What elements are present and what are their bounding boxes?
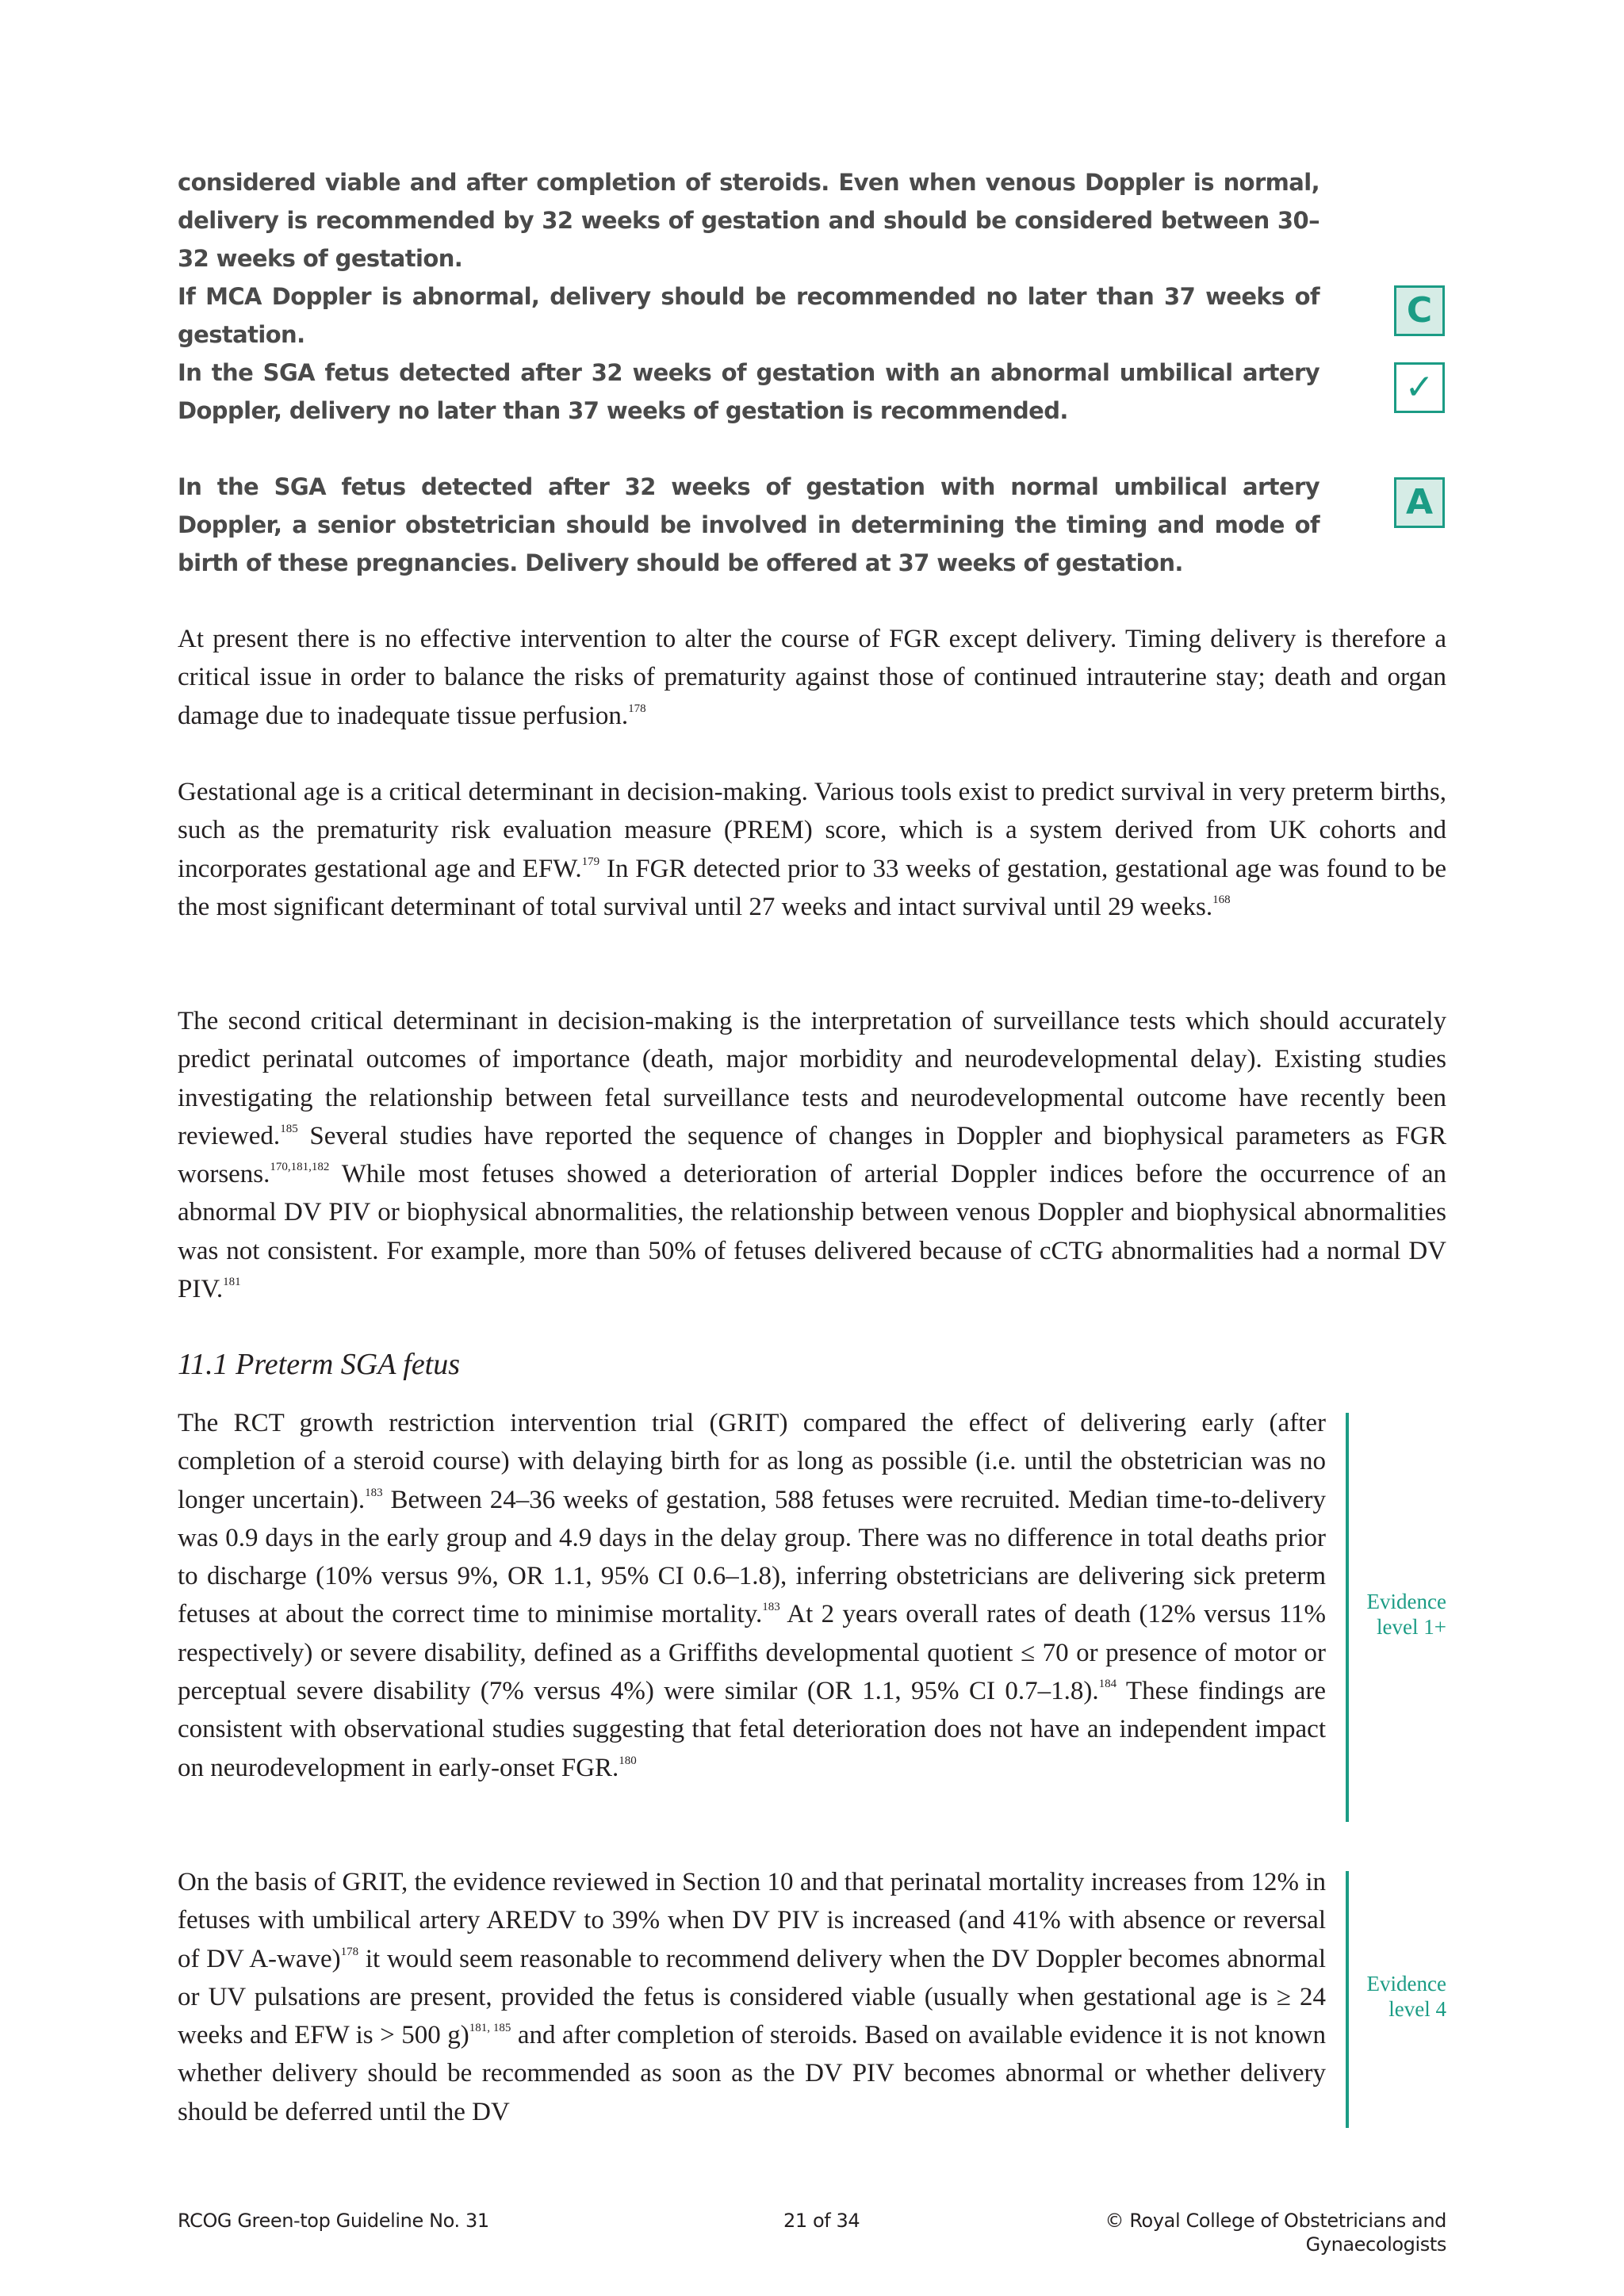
footer-copyright: © Royal College of Obstetricians and Gynaecologists bbox=[1105, 2210, 1446, 2256]
grade-c-badge: C bbox=[1394, 285, 1445, 336]
paragraph-text: Between 24–36 weeks of gestation, 588 fetuses were recruited. Median time-to-delivery was 0.9 days in the early group and 4.9 days in the delay group. There was no difference in total deaths prior to discharge (10% versus 9%, OR 1.1, 95% CI 0.6–1.8), inferring obstetricians are delivering sick preterm fetuses at about the correct time to minimise mortality. bbox=[178, 1485, 1326, 1629]
paragraph-text: While most fetuses showed a deterioration of arterial Doppler indices before the occurrence of an abnormal DV PIV or biophysical abnormalities, the relationship between venous Doppler and biophysical abnormalities was not consistent. For example, more than 50% of fetuses delivered because of cCTG abnormalities had a normal DV PIV. bbox=[178, 1160, 1446, 1304]
evidence-label-line: Evidence bbox=[1366, 1972, 1446, 1996]
grade-a-badge: A bbox=[1394, 477, 1445, 528]
citation: 168 bbox=[1212, 893, 1231, 906]
paragraph-text: On the basis of GRIT, the evidence reviewed in Section 10 and that perinatal mortality increases from 12% in fetuses with umbilical artery AREDV to 39% when DV PIV is increased (and 41% with absence or reversal of DV A-wave) bbox=[178, 1868, 1326, 1973]
body-paragraph bbox=[178, 773, 1446, 926]
paragraph-text: Several studies have reported the sequence of changes in Doppler and biophysical parameters as FGR worsens. bbox=[178, 1121, 1446, 1189]
citation: 184 bbox=[1098, 1678, 1117, 1691]
evidence-label-line: Evidence bbox=[1366, 1590, 1446, 1613]
citation: 183 bbox=[762, 1601, 780, 1614]
body-paragraph bbox=[178, 620, 1446, 735]
checkmark-icon: ✓ bbox=[1394, 362, 1445, 413]
recommendation-text: If MCA Doppler is abnormal, delivery should be recommended no later than 37 weeks of gestation. bbox=[178, 283, 1320, 348]
recommendation-text: considered viable and after completion of steroids. Even when venous Doppler is normal, delivery is recommended by 32 weeks of gestation and should be considered between 30–32 weeks of gestation. bbox=[178, 169, 1320, 272]
body-paragraph bbox=[178, 1404, 1326, 1787]
paragraph-text: The second critical determinant in decision-making is the interpretation of surveillance tests which should accurately predict perinatal outcomes of importance (death, major morbidity and neurodevelopmental delay). Existing studies investigating the relationship between fetal surveillance tests and neurodevelopmental outcome have recently been reviewed. bbox=[178, 1007, 1446, 1150]
citation: 178 bbox=[628, 702, 646, 715]
citation: 179 bbox=[581, 855, 600, 868]
evidence-label-line: level 1+ bbox=[1377, 1615, 1446, 1639]
paragraph-text: and after completion of steroids. Based on available evidence it is not known whether delivery should be recommended as soon as the DV PIV becomes abnormal or whether delivery should be deferred until the DV bbox=[178, 2021, 1326, 2126]
paragraph-text: Gestational age is a critical determinant in decision-making. Various tools exist to predict survival in very preterm births, such as the prematurity risk evaluation measure (PREM) score, which is a system derived from UK cohorts and incorporates gestational age and EFW. bbox=[178, 778, 1446, 883]
citation: 178 bbox=[340, 1945, 359, 1958]
section-heading: 11.1 Preterm SGA fetus bbox=[178, 1348, 461, 1381]
citation: 181 bbox=[223, 1276, 241, 1289]
recommendation-text: In the SGA fetus detected after 32 weeks of gestation with an abnormal umbilical artery Doppler, delivery no later than 37 weeks of gestation is recommended. bbox=[178, 359, 1320, 424]
footer-page-number: 21 of 34 bbox=[783, 2210, 860, 2232]
paragraph-text: At present there is no effective intervention to alter the course of FGR except delivery. Timing delivery is therefore a critical issue in order to balance the risks of prematurity against those of continued intrauterine stay; death and organ damage due to inadequate tissue perfusion. bbox=[178, 625, 1446, 730]
paragraph-text: At 2 years overall rates of death (12% versus 11% respectively) or severe disability, defined as a Griffiths developmental quotient ≤ 70 or presence of motor or perceptual severe disability (7% versus 4%) were similar (OR 1.1, 95% CI 0.7–1.8). bbox=[178, 1600, 1326, 1706]
paragraph-text: The RCT growth restriction intervention trial (GRIT) compared the effect of delivering early (after completion of a steroid course) with delaying birth for as long as possible (i.e. until the obstetrician was no longer uncertain). bbox=[178, 1409, 1326, 1514]
citation: 183 bbox=[365, 1486, 383, 1499]
citation: 181, 185 bbox=[469, 2022, 511, 2035]
evidence-level-label bbox=[1358, 1589, 1446, 1640]
recommendation-text: In the SGA fetus detected after 32 weeks of gestation with normal umbilical artery Doppler, a senior obstetrician should be involved in determining the timing and mode of birth of these pregnancies. Delivery should be offered at 37 weeks of gestation. bbox=[178, 473, 1320, 576]
footer-guideline-title: RCOG Green-top Guideline No. 31 bbox=[178, 2210, 489, 2232]
evidence-bar bbox=[1346, 1871, 1349, 2128]
evidence-level-label bbox=[1358, 1971, 1446, 2022]
evidence-bar bbox=[1346, 1413, 1349, 1822]
citation: 185 bbox=[280, 1122, 298, 1135]
body-paragraph bbox=[178, 1002, 1446, 1308]
citation: 170,181,182 bbox=[270, 1161, 330, 1174]
paragraph-text: it would seem reasonable to recommend delivery when the DV Doppler becomes abnormal or UV pulsations are present, provided the fetus is considered viable (usually when gestational age is ≥ 24 weeks and EFW is > 500 g) bbox=[178, 1944, 1327, 2050]
paragraph-text: In FGR detected prior to 33 weeks of gestation, gestational age was found to be the most significant determinant of total survival until 27 weeks and intact survival until 29 weeks. bbox=[178, 854, 1447, 921]
evidence-label-line: level 4 bbox=[1388, 1997, 1446, 2021]
body-paragraph bbox=[178, 1863, 1326, 2131]
paragraph-text: These findings are consistent with observational studies suggesting that fetal deterioration does not have an independent impact on neurodevelopment in early-onset FGR. bbox=[178, 1677, 1327, 1782]
citation: 180 bbox=[619, 1754, 637, 1767]
